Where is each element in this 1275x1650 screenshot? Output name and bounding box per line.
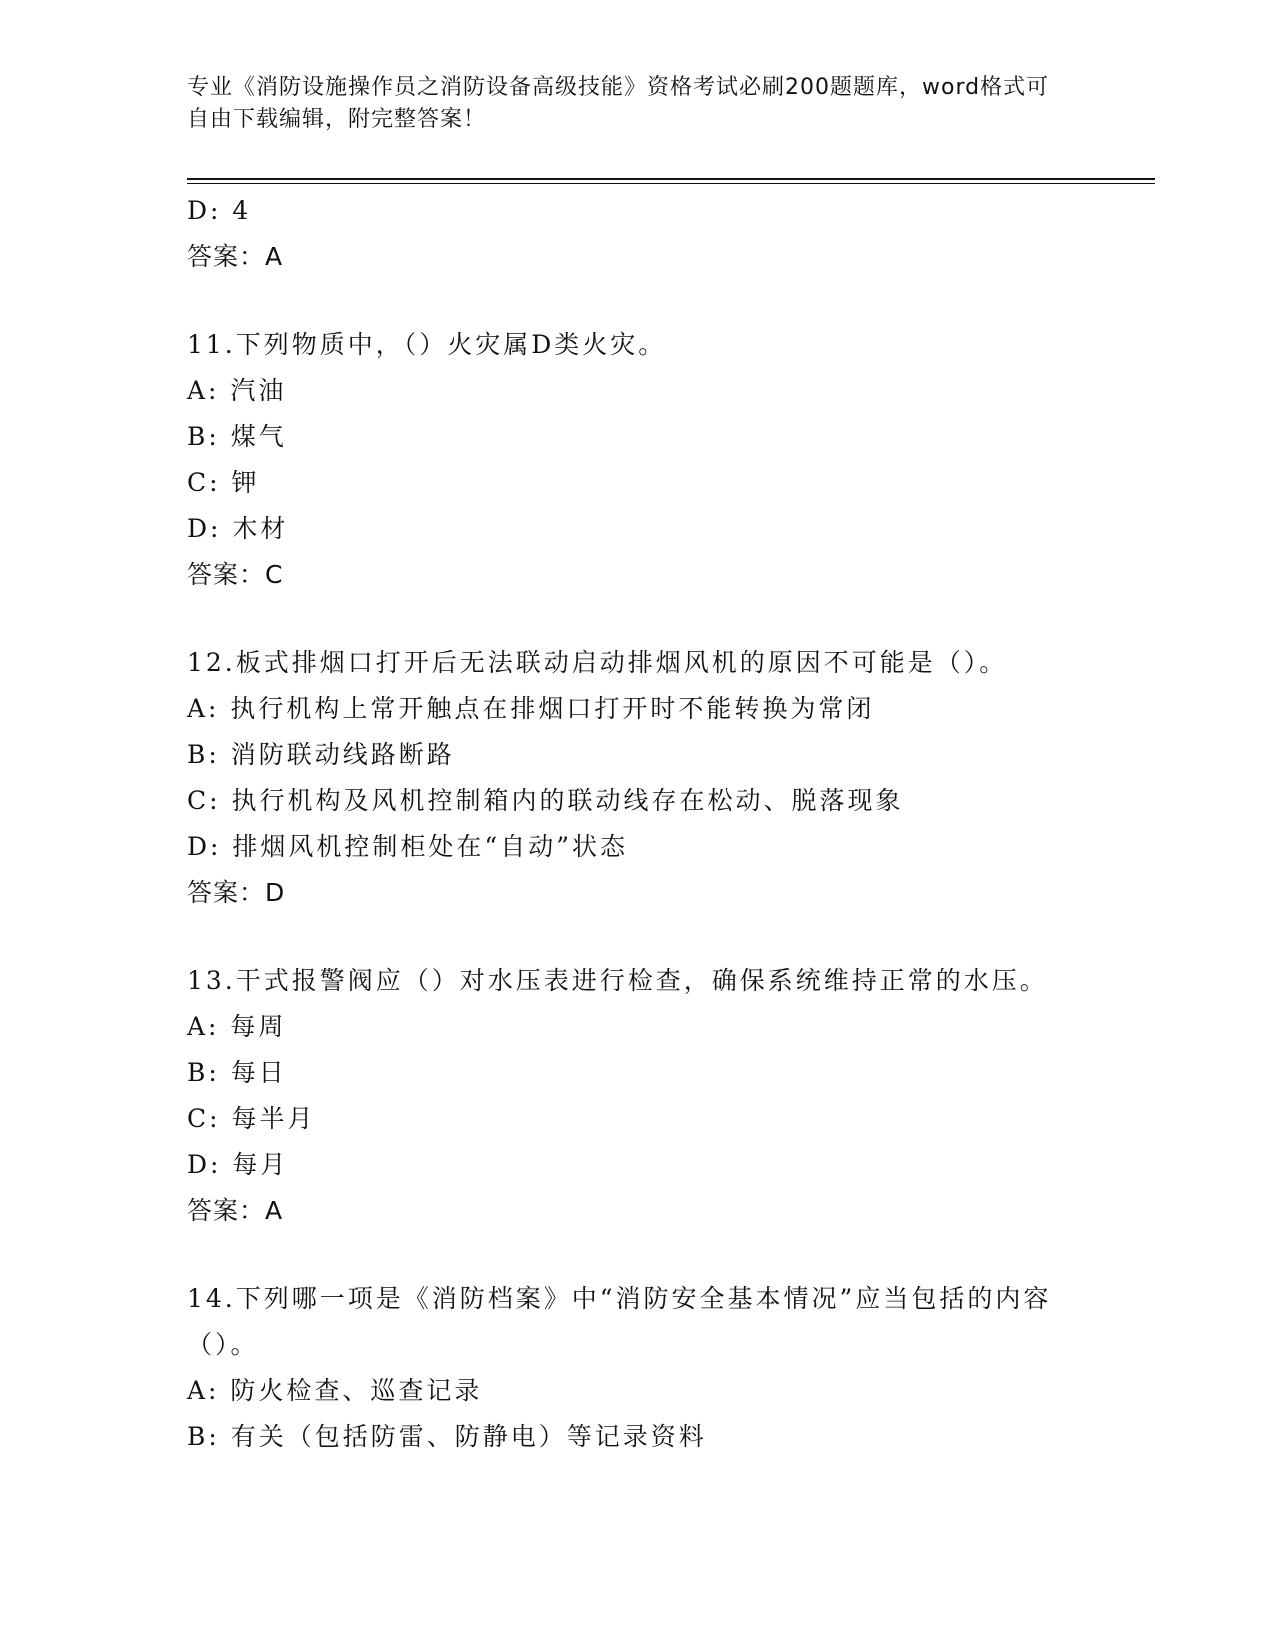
spacer (187, 598, 1087, 640)
option-c: C: 每半月 (187, 1104, 316, 1133)
option-b: B: 消防联动线路断路 (187, 740, 455, 769)
spacer (187, 916, 1087, 958)
question-stem: 12.板式排烟口打开后无法联动启动排烟风机的原因不可能是（）。 (187, 648, 1008, 677)
question-11 (187, 322, 1087, 598)
spacer (187, 1234, 1087, 1276)
answer: 答案：C (187, 560, 284, 589)
option-d: D: 木材 (187, 514, 289, 543)
question-13 (187, 958, 1087, 1234)
option-b: B: 每日 (187, 1058, 287, 1087)
document-header: 专业《消防设施操作员之消防设备高级技能》资格考试必刷200题题库，word格式可自由下载编辑，附完整答案！ (187, 75, 1050, 132)
header-rule-thin (187, 183, 1155, 184)
option-c: C: 钾 (187, 468, 260, 497)
prev-answer: 答案：A (187, 242, 284, 271)
question-12 (187, 640, 1087, 916)
question-stem: 11.下列物质中，（）火灾属D类火灾。 (187, 330, 667, 359)
spacer (187, 280, 1087, 322)
option-b: B: 有关（包括防雷、防静电）等记录资料 (187, 1422, 707, 1451)
answer: 答案：D (187, 878, 286, 907)
option-a: A: 每周 (187, 1012, 287, 1041)
option-b: B: 煤气 (187, 422, 287, 451)
option-a: A: 防火检查、巡查记录 (187, 1376, 483, 1405)
question-stem: 14.下列哪一项是《消防档案》中“消防安全基本情况”应当包括的内容（）。 (187, 1284, 1052, 1359)
option-d: D: 排烟风机控制柜处在“自动”状态 (187, 832, 628, 861)
option-a: A: 执行机构上常开触点在排烟口打开时不能转换为常闭 (187, 694, 875, 723)
prev-option-d: D: 4 (187, 196, 252, 225)
question-stem: 13.干式报警阀应（）对水压表进行检查，确保系统维持正常的水压。 (187, 966, 1048, 995)
question-list (187, 188, 1087, 1460)
option-a: A: 汽油 (187, 376, 287, 405)
header-rule-thick (187, 178, 1155, 180)
question-14 (187, 1276, 1087, 1460)
answer: 答案：A (187, 1196, 284, 1225)
option-d: D: 每月 (187, 1150, 289, 1179)
option-c: C: 执行机构及风机控制箱内的联动线存在松动、脱落现象 (187, 786, 904, 815)
